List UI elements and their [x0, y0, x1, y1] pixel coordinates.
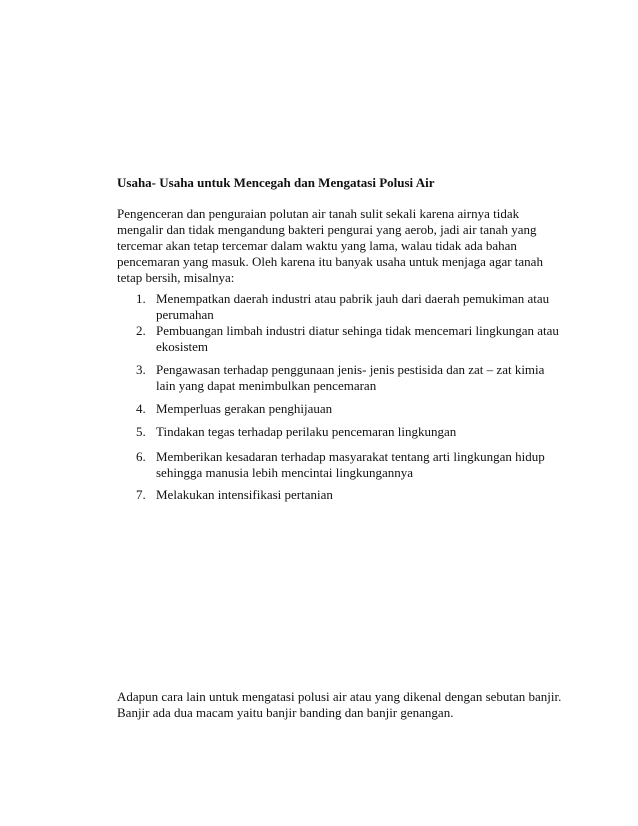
intro-line: tercemar akan tetap tercemar dalam waktu yang lama, walau tidak ada bahan: [117, 238, 517, 253]
list-item-text: [156, 449, 545, 481]
list-item-line: sehingga manusia lebih mencintai lingkungannya: [156, 465, 414, 480]
list-item-text: [156, 487, 333, 503]
list-item-line: Tindakan tegas terhadap perilaku pencemaran lingkungan: [156, 424, 457, 439]
intro-line: pencemaran yang masuk. Oleh karena itu banyak usaha untuk menjaga agar tanah: [117, 254, 543, 269]
list-item-line: Melakukan intensifikasi pertanian: [156, 487, 333, 502]
list-item-line: Memperluas gerakan penghijauan: [156, 401, 333, 416]
list-item-text: [156, 323, 559, 355]
closing-line: Banjir ada dua macam yaitu banjir banding dan banjir genangan.: [117, 705, 454, 720]
list-item-text: [156, 424, 456, 440]
list-item-line: lain yang dapat menimbulkan pencemaran: [156, 378, 377, 393]
intro-line: mengalir dan tidak mengandung bakteri pengurai yang aerob, jadi air tanah yang: [117, 222, 537, 237]
list-item-line: Menempatkan daerah industri atau pabrik jauh dari daerah pemukiman atau: [156, 291, 550, 306]
list-item-number: 3.: [136, 362, 146, 377]
list-item-line: Pembuangan limbah industri diatur sehinga tidak mencemari lingkungan atau: [156, 323, 559, 338]
list-item-number: 4.: [136, 401, 146, 416]
list-item-line: Memberikan kesadaran terhadap masyarakat tentang arti lingkungan hidup: [156, 449, 545, 464]
intro-line: tetap bersih, misalnya:: [117, 270, 235, 285]
list-item-text: [156, 401, 332, 417]
list-item-line: ekosistem: [156, 339, 208, 354]
list-item-number: 5.: [136, 424, 146, 439]
document-heading: Usaha- Usaha untuk Mencegah dan Mengatasi Polusi Air: [117, 175, 435, 190]
list-item-number: 7.: [136, 487, 146, 502]
list-item-text: [156, 362, 544, 394]
intro-paragraph: [117, 206, 543, 286]
list-item-number: 2.: [136, 323, 146, 338]
closing-line: Adapun cara lain untuk mengatasi polusi air atau yang dikenal dengan sebutan banjir.: [117, 689, 562, 704]
list-item-number: 1.: [136, 291, 146, 306]
intro-line: Pengenceran dan penguraian polutan air tanah sulit sekali karena airnya tidak: [117, 206, 520, 221]
closing-paragraph: [117, 689, 562, 721]
list-item-line: perumahan: [156, 307, 214, 322]
list-item-text: [156, 291, 549, 323]
list-item-number: 6.: [136, 449, 146, 464]
list-item-line: Pengawasan terhadap penggunaan jenis- jenis pestisida dan zat – zat kimia: [156, 362, 545, 377]
